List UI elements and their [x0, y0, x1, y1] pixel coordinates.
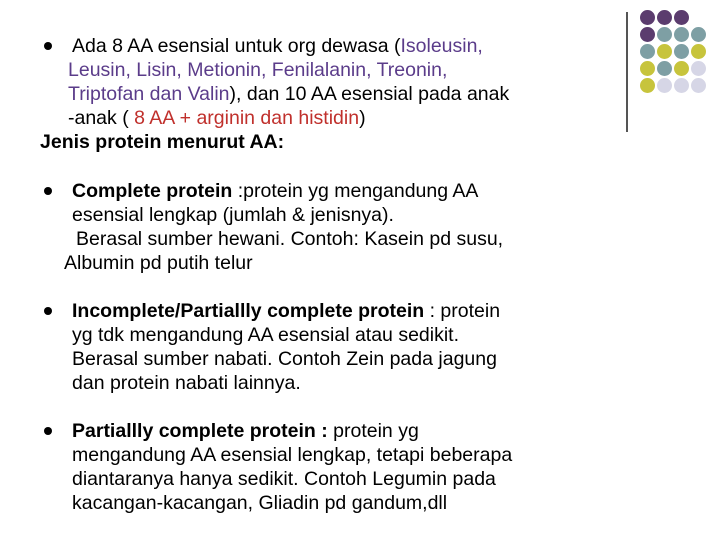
item3-text: : protein [424, 300, 501, 322]
decorative-dot-grid [640, 10, 712, 120]
bullet-icon [44, 427, 52, 435]
item4-line3: diantaranya hanya sedikit. Contoh Legumin pada [72, 468, 496, 490]
section-heading: Jenis protein menurut AA: [40, 131, 285, 153]
decor-dot [657, 61, 672, 76]
decor-dot [674, 78, 689, 93]
decor-dot [640, 61, 655, 76]
decor-dot [640, 27, 655, 42]
item1-line4 [68, 107, 366, 131]
decor-dot [657, 27, 672, 42]
item3-line4: dan protein nabati lainnya. [72, 372, 301, 394]
decor-dot [691, 78, 706, 93]
decor-dot [657, 10, 672, 25]
item1-text: Ada 8 AA esensial untuk org dewasa ( [72, 35, 401, 57]
item1-highlight: Leusin, Lisin, Metionin, Fenilalanin, Treonin, [68, 59, 448, 81]
item4-label: Partiallly complete protein : [72, 420, 328, 442]
decor-dot [657, 78, 672, 93]
decor-dot [640, 44, 655, 59]
item3-label: Incomplete/Partiallly complete protein [72, 300, 425, 322]
item4-line4: kacangan-kacangan, Gliadin pd gandum,dll [72, 492, 448, 514]
item2-line4: Albumin pd putih telur [64, 252, 253, 274]
item1-text: -anak ( [68, 107, 135, 129]
item3-line1 [72, 300, 500, 324]
decor-dot [640, 10, 655, 25]
item2-text: :protein yg mengandung AA [232, 180, 479, 202]
item3-line2: yg tdk mengandung AA esensial atau sedikit. [72, 324, 460, 346]
item1-text: ) [359, 107, 366, 129]
decor-dot [674, 44, 689, 59]
decor-dot [691, 61, 706, 76]
decor-dot [657, 44, 672, 59]
item1-highlight-red: 8 AA + arginin dan histidin [134, 107, 360, 129]
item4-line2: mengandung AA esensial lengkap, tetapi beberapa [72, 444, 513, 466]
decor-dot [674, 27, 689, 42]
item1-highlight: Triptofan dan Valin [68, 83, 230, 105]
decor-dot [691, 44, 706, 59]
item3-line3: Berasal sumber nabati. Contoh Zein pada jagung [72, 348, 497, 370]
item2-line2: esensial lengkap (jumlah & jenisnya). [72, 204, 394, 226]
decor-dot [674, 10, 689, 25]
bullet-icon [44, 307, 52, 315]
item1-highlight: Isoleusin, [400, 35, 483, 57]
item2-line3: Berasal sumber hewani. Contoh: Kasein pd susu, [76, 228, 504, 250]
item1-line3 [68, 83, 509, 107]
decor-dot [640, 78, 655, 93]
item1-line2 [68, 59, 447, 83]
item2-label: Complete protein [72, 180, 233, 202]
decor-dot [674, 61, 689, 76]
item1-text: ), dan 10 AA esensial pada anak [229, 83, 510, 105]
bullet-icon [44, 187, 52, 195]
item4-text: protein yg [327, 420, 419, 442]
bullet-icon [44, 42, 52, 50]
decor-dot [691, 27, 706, 42]
item1-line1 [72, 35, 483, 59]
item4-line1 [72, 420, 419, 444]
item2-line1 [72, 180, 478, 204]
divider-line [626, 12, 628, 132]
